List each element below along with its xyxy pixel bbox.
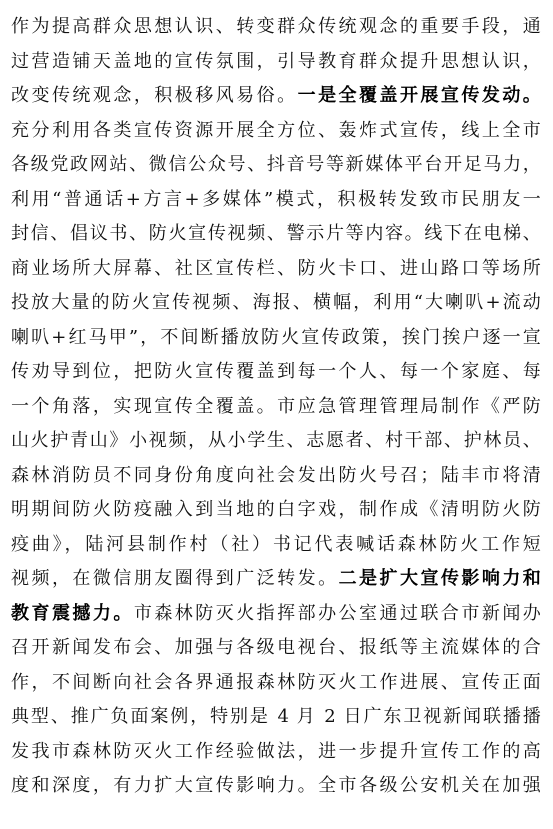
body-text: 明期间防火防疫融入到当地的白字戏，制作成《清明防火防 xyxy=(11,499,541,520)
body-text: 商业场所大屏幕、社区宣传栏、防火卡口、进山路口等场所 xyxy=(11,257,541,279)
body-text: 视频，在微信朋友圈得到广泛转发。 xyxy=(11,568,339,589)
body-text: 森林消防员不同身份角度向社会发出防火号召；陆丰市将清 xyxy=(11,464,541,486)
body-text: 度和深度，有力扩大宣传影响力。全市各级公安机关在加强 xyxy=(11,775,541,796)
body-text: 作为提高群众思想认识、转变群众传统观念的重要手段，通 xyxy=(11,16,541,37)
body-text: 传劝导到位，把防火宣传覆盖到每一个人、每一个家庭、每 xyxy=(11,361,541,382)
body-text: 充分利用各类宣传资源开展全方位、轰炸式宣传，线上全市 xyxy=(11,119,541,141)
text-line xyxy=(11,286,541,321)
body-text: 喇叭+红马甲”，不间断播放防火宣传政策，挨门挨户逐一宣 xyxy=(11,326,541,348)
body-text: 市森林防灭火指挥部办公室通过联合市新闻办 xyxy=(133,602,542,624)
body-text: 一个角落，实现宣传全覆盖。市应急管理管理局制作《严防 xyxy=(11,395,541,417)
text-line xyxy=(11,666,541,701)
document-page xyxy=(11,10,541,804)
text-line xyxy=(11,528,541,563)
body-text: 各级党政网站、微信公众号、抖音号等新媒体平台开足马力， xyxy=(11,154,541,175)
text-line xyxy=(11,217,541,252)
text-line xyxy=(11,493,541,528)
text-line xyxy=(11,148,541,183)
body-text: 封信、倡议书、防火宣传视频、警示片等内容。线下在电梯、 xyxy=(11,223,541,244)
body-text: 疫曲》，陆河县制作村（社）书记代表喊话森林防火工作短 xyxy=(11,533,541,555)
body-text: 山火护青山》小视频，从小学生、志愿者、村干部、护林员、 xyxy=(11,430,541,451)
bold-heading-text: 一是全覆盖开展宣传发动。 xyxy=(297,85,541,106)
text-line xyxy=(11,735,541,770)
text-line xyxy=(11,252,541,287)
bold-heading-text: 教育震撼力。 xyxy=(11,602,134,624)
body-text: 投放大量的防火宣传视频、海报、横幅，利用“大喇叭+流动 xyxy=(11,292,541,313)
body-text: 过营造铺天盖地的宣传氛围，引导教育群众提升思想认识， xyxy=(11,50,541,72)
text-line xyxy=(11,10,541,45)
body-text: 发我市森林防灭火工作经验做法，进一步提升宣传工作的高 xyxy=(11,740,541,762)
body-text: 典型、推广负面案例，特别是 4 月 2 日广东卫视新闻联播播 xyxy=(11,706,541,727)
body-text: 作，不间断向社会各界通报森林防灭火工作进展、宣传正面 xyxy=(11,671,541,693)
text-line xyxy=(11,597,541,632)
text-line xyxy=(11,631,541,666)
text-line xyxy=(11,114,541,149)
text-line xyxy=(11,459,541,494)
body-text: 召开新闻发布会、加强与各级电视台、报纸等主流媒体的合 xyxy=(11,637,541,658)
text-line xyxy=(11,700,541,735)
body-text: 改变传统观念，积极移风易俗。 xyxy=(11,85,298,106)
bold-heading-text: 二是扩大宣传影响力和 xyxy=(338,568,542,589)
text-line xyxy=(11,183,541,218)
text-line xyxy=(11,424,541,459)
text-line xyxy=(11,355,541,390)
text-line xyxy=(11,45,541,80)
text-line xyxy=(11,562,541,597)
body-text: 利用“普通话+方言+多媒体”模式，积极转发致市民朋友一 xyxy=(11,188,541,210)
text-line xyxy=(11,390,541,425)
text-line xyxy=(11,321,541,356)
text-line xyxy=(11,769,541,804)
text-line xyxy=(11,79,541,114)
